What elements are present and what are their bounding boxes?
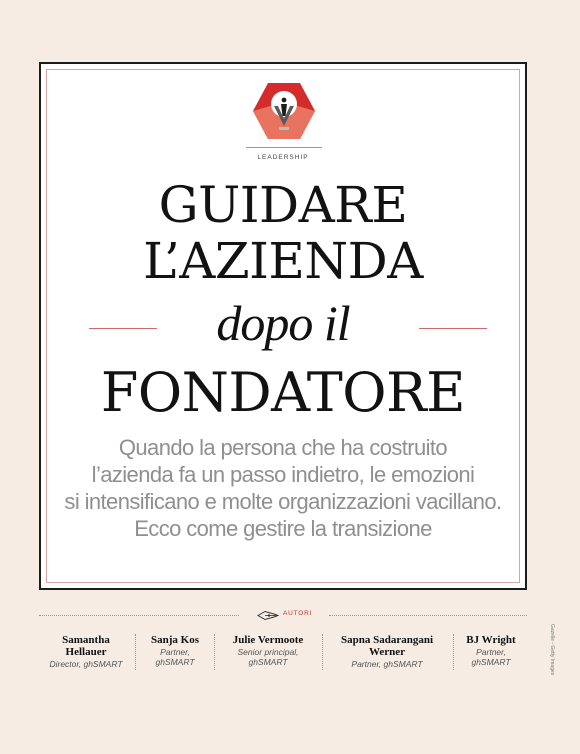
article-subtitle bbox=[61, 434, 505, 542]
leadership-logo-icon bbox=[252, 82, 316, 140]
dotted-rule-right bbox=[329, 615, 527, 616]
author-name bbox=[325, 634, 449, 658]
author-separator bbox=[322, 634, 323, 670]
author-role bbox=[325, 659, 449, 669]
author-name-line: Julie Vermoote bbox=[232, 634, 304, 646]
author-role-line: Partner, bbox=[476, 647, 506, 657]
author-name bbox=[455, 634, 527, 646]
author-item bbox=[217, 634, 319, 667]
photo-credit: Gazelle - Getty Images bbox=[549, 624, 555, 676]
author-role bbox=[455, 647, 527, 667]
subtitle-line: Ecco come gestire la transizione bbox=[134, 516, 432, 541]
author-separator bbox=[214, 634, 215, 670]
author-role bbox=[39, 659, 133, 669]
title-line-2: L’AZIENDA bbox=[143, 232, 423, 290]
title-line-1: GUIDARE bbox=[158, 176, 408, 234]
author-name-line: BJ Wright bbox=[466, 634, 516, 646]
title-rule-right bbox=[419, 328, 487, 329]
author-name-line: Sanja Kos bbox=[151, 634, 199, 646]
authors-header bbox=[39, 608, 527, 622]
pen-nib-icon bbox=[257, 610, 279, 621]
author-role bbox=[217, 647, 319, 667]
subtitle-line: si intensificano e molte organizzazioni vacillano. bbox=[64, 489, 502, 514]
author-role-line: Senior principal, bbox=[237, 647, 299, 657]
author-name-line: Hellauer bbox=[65, 646, 107, 658]
author-item bbox=[325, 634, 449, 669]
title-line-3: dopo il bbox=[216, 295, 350, 351]
author-name-line: Samantha bbox=[62, 634, 110, 646]
author-name bbox=[139, 634, 211, 646]
author-item bbox=[455, 634, 527, 667]
subtitle-line: l’azienda fa un passo indietro, le emozioni bbox=[91, 462, 475, 487]
author-list bbox=[39, 634, 527, 674]
author-role-line: ghSMART bbox=[471, 657, 511, 667]
author-name-line: Werner bbox=[368, 646, 406, 658]
author-name-line: Sapna Sadarangani bbox=[340, 634, 433, 646]
author-role-line: Partner, ghSMART bbox=[351, 659, 423, 669]
author-item bbox=[139, 634, 211, 667]
author-role-line: ghSMART bbox=[248, 657, 288, 667]
author-name bbox=[39, 634, 133, 658]
section-label: LEADERSHIP bbox=[257, 154, 309, 161]
author-role-line: ghSMART bbox=[155, 657, 195, 667]
subtitle-line: Quando la persona che ha costruito bbox=[118, 435, 448, 460]
author-name bbox=[217, 634, 319, 646]
logo-divider bbox=[246, 147, 322, 148]
author-item bbox=[39, 634, 133, 669]
title-line-4: FONDATORE bbox=[100, 361, 466, 424]
article-frame bbox=[39, 62, 527, 590]
author-role-line: Partner, bbox=[160, 647, 190, 657]
authors-label: AUTORI bbox=[283, 610, 313, 617]
dotted-rule-left bbox=[39, 615, 239, 616]
author-role-line: Director, ghSMART bbox=[49, 659, 123, 669]
author-role bbox=[139, 647, 211, 667]
author-separator bbox=[453, 634, 454, 670]
author-separator bbox=[135, 634, 136, 670]
